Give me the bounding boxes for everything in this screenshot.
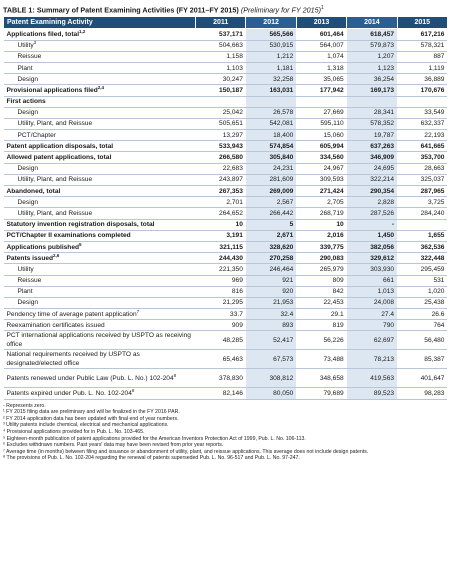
caption-label: TABLE 1:: [3, 5, 35, 15]
table-row: [4, 388, 448, 399]
table-row: [4, 331, 448, 350]
cell-2013: [296, 96, 346, 107]
cell-2011: 266,580: [196, 152, 246, 163]
cell-2014: [347, 96, 397, 107]
cell-2011: 504,663: [196, 40, 246, 51]
row-label: [4, 309, 196, 320]
cell-2014: 346,909: [347, 152, 397, 163]
table-row: [4, 320, 448, 331]
cell-2012: 530,915: [246, 40, 296, 51]
cell-2012: 920: [246, 286, 296, 297]
row-label: [4, 264, 196, 275]
cell-2011: 21,295: [196, 297, 246, 308]
cell-2014: 618,457: [347, 29, 397, 40]
cell-2015: 764: [397, 320, 447, 331]
table-header-row: [4, 17, 448, 29]
row-label-text: Utility, Plant, and Reissue: [17, 209, 93, 217]
cell-2014: 36,254: [347, 74, 397, 85]
cell-2014: 2,828: [347, 197, 397, 208]
cell-2013: 819: [296, 320, 346, 331]
table-row: [4, 51, 448, 62]
table-row: [4, 29, 448, 40]
cell-2015: 287,965: [397, 186, 447, 197]
cell-2014: 24,695: [347, 163, 397, 174]
row-label-text: Design: [17, 75, 39, 83]
row-label-text: Utility: [17, 42, 34, 50]
header-2012: 2012: [246, 17, 296, 29]
cell-2015: 1,655: [397, 230, 447, 241]
row-label-text: Applications published: [6, 243, 80, 251]
cell-2015: 641,665: [397, 141, 447, 152]
table-row: [4, 85, 448, 96]
row-label-text: Patent application disposals, total: [6, 142, 114, 150]
row-label-text: Reissue: [17, 277, 42, 285]
row-label: [4, 197, 196, 208]
cell-2015: 632,337: [397, 118, 447, 129]
row-label-footnote: 8: [173, 372, 177, 378]
cell-2015: 284,240: [397, 208, 447, 219]
cell-2012: 266,442: [246, 208, 296, 219]
cell-2011: 378,830: [196, 369, 246, 388]
row-label-text: Patents renewed under Public Law (Pub. L. No.) 102-204: [6, 374, 174, 382]
table-row: [4, 62, 448, 73]
table-row: [4, 350, 448, 369]
cell-2013: 35,065: [296, 74, 346, 85]
cell-2013: 177,942: [296, 85, 346, 96]
table-body: [4, 29, 448, 399]
row-label: [4, 241, 196, 252]
header-2011: 2011: [196, 17, 246, 29]
cell-2014: 419,563: [347, 369, 397, 388]
cell-2014: 637,263: [347, 141, 397, 152]
cell-2011: 1,158: [196, 51, 246, 62]
cell-2012: 67,573: [246, 350, 296, 369]
row-label-text: Design: [17, 165, 39, 173]
footnote: ⁷ Average time (in months) between filing and issuance or abandonment of utility, plant, and reissue applications. This average does not include design patents.: [3, 448, 369, 455]
cell-2012: 21,953: [246, 297, 296, 308]
cell-2013: 564,007: [296, 40, 346, 51]
cell-2015: 33,549: [397, 107, 447, 118]
table-row: [4, 241, 448, 252]
row-label-text: Pendency time of average patent application: [6, 310, 137, 318]
table-row: [4, 286, 448, 297]
cell-2014: 329,612: [347, 253, 397, 264]
table-row: [4, 369, 448, 388]
cell-2013: 605,994: [296, 141, 346, 152]
cell-2015: 362,536: [397, 241, 447, 252]
cell-2011: 30,247: [196, 74, 246, 85]
table-row: [4, 275, 448, 286]
row-label-footnote: 1,2: [79, 28, 86, 34]
table-row: [4, 219, 448, 230]
cell-2014: 578,352: [347, 118, 397, 129]
row-label-text: Design: [17, 109, 39, 117]
cell-2015: 325,037: [397, 174, 447, 185]
cell-2012: 574,854: [246, 141, 296, 152]
cell-2013: 290,083: [296, 253, 346, 264]
row-label: [4, 29, 196, 40]
header-2014: 2014: [347, 17, 397, 29]
cell-2013: 56,226: [296, 331, 346, 350]
caption-subtitle: (Preliminary for FY 2015): [240, 5, 321, 15]
row-label-footnote: 8: [131, 387, 135, 393]
table-row: [4, 40, 448, 51]
row-label-text: Statutory invention registration disposals, total: [6, 221, 155, 229]
row-label: [4, 96, 196, 107]
cell-2013: 339,775: [296, 241, 346, 252]
row-label-text: Utility: [17, 265, 34, 273]
row-label-text: Applications filed, total: [6, 30, 80, 38]
table-row: [4, 141, 448, 152]
cell-2011: 22,683: [196, 163, 246, 174]
cell-2013: 334,560: [296, 152, 346, 163]
cell-2015: 578,321: [397, 40, 447, 51]
row-label: [4, 388, 196, 399]
cell-2011: 2,701: [196, 197, 246, 208]
cell-2011: 909: [196, 320, 246, 331]
cell-2014: 62,697: [347, 331, 397, 350]
cell-2013: 22,453: [296, 297, 346, 308]
cell-2012: 52,417: [246, 331, 296, 350]
cell-2012: 565,566: [246, 29, 296, 40]
cell-2015: [397, 96, 447, 107]
cell-2014: 27.4: [347, 309, 397, 320]
cell-2012: 921: [246, 275, 296, 286]
row-label-footnote: 3: [33, 39, 37, 45]
row-label-text: Reissue: [17, 53, 42, 61]
row-label: [4, 275, 196, 286]
cell-2011: [196, 96, 246, 107]
cell-2013: 809: [296, 275, 346, 286]
cell-2014: 169,173: [347, 85, 397, 96]
cell-2015: 322,448: [397, 253, 447, 264]
cell-2015: 170,676: [397, 85, 447, 96]
row-label: [4, 208, 196, 219]
row-label: [4, 186, 196, 197]
cell-2013: 1,074: [296, 51, 346, 62]
row-label: [4, 118, 196, 129]
cell-2012: 5: [246, 219, 296, 230]
table-row: [4, 174, 448, 185]
cell-2012: 163,031: [246, 85, 296, 96]
cell-2012: [246, 96, 296, 107]
cell-2015: 22,193: [397, 130, 447, 141]
cell-2014: 24,008: [347, 297, 397, 308]
table-row: [4, 264, 448, 275]
header-2013: 2013: [296, 17, 346, 29]
cell-2014: 89,523: [347, 388, 397, 399]
cell-2012: 542,081: [246, 118, 296, 129]
cell-2012: 2,567: [246, 197, 296, 208]
row-label: [4, 51, 196, 62]
cell-2011: 48,285: [196, 331, 246, 350]
cell-2011: 150,187: [196, 85, 246, 96]
cell-2013: 2,016: [296, 230, 346, 241]
cell-2015: 3,725: [397, 197, 447, 208]
cell-2011: 10: [196, 219, 246, 230]
cell-2014: 303,930: [347, 264, 397, 275]
cell-2011: 1,103: [196, 62, 246, 73]
cell-2015: 617,216: [397, 29, 447, 40]
row-label-text: National requirements received by USPTO as designated/elected office: [6, 351, 140, 368]
cell-2011: 267,353: [196, 186, 246, 197]
row-label: [4, 40, 196, 51]
table-row: [4, 197, 448, 208]
footnotes: [3, 403, 447, 462]
row-label: [4, 219, 196, 230]
header-activity: Patent Examining Activity: [4, 17, 196, 29]
cell-2012: 269,009: [246, 186, 296, 197]
cell-2012: 80,050: [246, 388, 296, 399]
cell-2012: 305,840: [246, 152, 296, 163]
cell-2014: 287,526: [347, 208, 397, 219]
row-label-text: Reexamination certificates issued: [6, 321, 105, 329]
cell-2015: 887: [397, 51, 447, 62]
row-label-text: Utility, Plant, and Reissue: [17, 176, 93, 184]
cell-2011: 533,943: [196, 141, 246, 152]
cell-2015: 1,020: [397, 286, 447, 297]
row-label: [4, 74, 196, 85]
cell-2015: 531: [397, 275, 447, 286]
row-label: [4, 141, 196, 152]
header-2015: 2015: [397, 17, 447, 29]
cell-2011: 505,651: [196, 118, 246, 129]
row-label-text: Patents expired under Pub. L. No. 102-204: [6, 390, 132, 398]
cell-2015: 85,387: [397, 350, 447, 369]
footnote: ² FY 2014 application data has been updated with final end of year numbers.: [3, 415, 179, 422]
cell-2013: 29.1: [296, 309, 346, 320]
cell-2015: 401,647: [397, 369, 447, 388]
cell-2011: 244,430: [196, 253, 246, 264]
row-label: [4, 230, 196, 241]
cell-2013: 601,464: [296, 29, 346, 40]
row-label-text: Design: [17, 299, 39, 307]
cell-2013: 15,060: [296, 130, 346, 141]
row-label: [4, 297, 196, 308]
table-caption: [3, 4, 447, 14]
cell-2012: 24,231: [246, 163, 296, 174]
cell-2012: 32.4: [246, 309, 296, 320]
cell-2013: 309,593: [296, 174, 346, 185]
footnote: ⁸ The provisions of Pub. L. No. 102-204 regarding the renewal of patents superseded Pub. L. No. 96-517 and Pub. L. No. 97-247.: [3, 455, 300, 462]
cell-2014: 382,056: [347, 241, 397, 252]
cell-2015: 1,119: [397, 62, 447, 73]
table-row: [4, 208, 448, 219]
cell-2013: 10: [296, 219, 346, 230]
cell-2011: 221,350: [196, 264, 246, 275]
row-label-text: Plant: [17, 64, 33, 72]
cell-2013: 1,318: [296, 62, 346, 73]
cell-2011: 243,897: [196, 174, 246, 185]
cell-2012: 893: [246, 320, 296, 331]
table-row: [4, 107, 448, 118]
cell-2011: 25,042: [196, 107, 246, 118]
row-label: [4, 62, 196, 73]
footnote: - Represents zero.: [3, 402, 46, 409]
row-label-text: Provisional applications filed: [6, 86, 98, 94]
cell-2015: 28,663: [397, 163, 447, 174]
cell-2015: [397, 219, 447, 230]
cell-2013: 79,689: [296, 388, 346, 399]
cell-2011: 264,652: [196, 208, 246, 219]
cell-2011: 13,297: [196, 130, 246, 141]
cell-2012: 1,181: [246, 62, 296, 73]
row-label-footnote: 5: [79, 241, 82, 247]
row-label-footnote: 7: [136, 308, 140, 314]
cell-2013: 271,424: [296, 186, 346, 197]
table-row: [4, 309, 448, 320]
row-label-text: First actions: [6, 98, 46, 106]
table-row: [4, 230, 448, 241]
cell-2013: 348,658: [296, 369, 346, 388]
row-label-footnote: 2,6: [53, 252, 60, 258]
row-label-text: Utility, Plant, and Reissue: [17, 120, 93, 128]
cell-2015: 98,283: [397, 388, 447, 399]
cell-2011: 321,115: [196, 241, 246, 252]
row-label: [4, 85, 196, 96]
cell-2013: 73,488: [296, 350, 346, 369]
cell-2014: 28,341: [347, 107, 397, 118]
table-row: [4, 152, 448, 163]
cell-2015: 353,700: [397, 152, 447, 163]
cell-2011: 33.7: [196, 309, 246, 320]
row-label-text: PCT/Chapter: [17, 131, 56, 139]
row-label: [4, 331, 196, 350]
cell-2015: 26.6: [397, 309, 447, 320]
cell-2012: 1,212: [246, 51, 296, 62]
row-label: [4, 286, 196, 297]
patent-activity-table: [3, 16, 448, 399]
row-label: [4, 350, 196, 369]
footnote: ⁴ Provisional applications provided for in Pub. L. No. 103-465.: [3, 429, 145, 436]
cell-2014: 579,873: [347, 40, 397, 51]
cell-2012: 2,671: [246, 230, 296, 241]
cell-2014: 290,354: [347, 186, 397, 197]
row-label-text: Design: [17, 198, 39, 206]
cell-2012: 18,400: [246, 130, 296, 141]
table-row: [4, 96, 448, 107]
row-label-footnote: 2,4: [97, 84, 104, 90]
cell-2013: 2,705: [296, 197, 346, 208]
caption-title: Summary of Patent Examining Activities (FY 2011–FY 2015): [36, 5, 239, 15]
row-label-text: PCT/Chapter II examinations completed: [6, 232, 131, 240]
table-row: [4, 130, 448, 141]
row-label: [4, 130, 196, 141]
footnote: ⁶ Excludes withdrawn numbers. Past years' data may have been revised from prior year reports.: [3, 442, 224, 449]
cell-2015: 295,459: [397, 264, 447, 275]
table-row: [4, 74, 448, 85]
cell-2014: 1,123: [347, 62, 397, 73]
cell-2014: 661: [347, 275, 397, 286]
cell-2012: 281,609: [246, 174, 296, 185]
row-label-text: Abandoned, total: [6, 187, 61, 195]
cell-2012: 246,464: [246, 264, 296, 275]
cell-2012: 328,620: [246, 241, 296, 252]
cell-2014: -: [347, 219, 397, 230]
row-label-text: Patents issued: [6, 254, 54, 262]
cell-2014: 790: [347, 320, 397, 331]
cell-2013: 27,669: [296, 107, 346, 118]
cell-2013: 265,979: [296, 264, 346, 275]
row-label: [4, 107, 196, 118]
cell-2011: 65,463: [196, 350, 246, 369]
cell-2011: 3,191: [196, 230, 246, 241]
table-row: [4, 163, 448, 174]
cell-2011: 82,146: [196, 388, 246, 399]
caption-subtitle-sup: 1: [320, 5, 324, 11]
footnote: ⁵ Eighteen-month publication of patent applications provided for the American Inventors Protection Act of 1999, Pub. L. No. 106-113.: [3, 435, 306, 442]
cell-2014: 1,013: [347, 286, 397, 297]
row-label: [4, 369, 196, 388]
cell-2013: 595,110: [296, 118, 346, 129]
cell-2014: 19,787: [347, 130, 397, 141]
footnote: ³ Utility patents include chemical, electrical and mechanical applications.: [3, 422, 169, 429]
cell-2012: 308,812: [246, 369, 296, 388]
row-label-text: Allowed patent applications, total: [6, 154, 112, 162]
row-label: [4, 152, 196, 163]
cell-2012: 26,578: [246, 107, 296, 118]
cell-2015: 56,480: [397, 331, 447, 350]
cell-2014: 1,450: [347, 230, 397, 241]
table-row: [4, 118, 448, 129]
table-row: [4, 186, 448, 197]
cell-2014: 322,214: [347, 174, 397, 185]
cell-2013: 842: [296, 286, 346, 297]
cell-2011: 969: [196, 275, 246, 286]
row-label: [4, 253, 196, 264]
cell-2012: 270,258: [246, 253, 296, 264]
cell-2015: 25,438: [397, 297, 447, 308]
cell-2011: 816: [196, 286, 246, 297]
row-label: [4, 163, 196, 174]
row-label: [4, 320, 196, 331]
row-label-text: Plant: [17, 288, 33, 296]
cell-2015: 36,889: [397, 74, 447, 85]
cell-2012: 32,258: [246, 74, 296, 85]
cell-2013: 24,967: [296, 163, 346, 174]
cell-2014: 1,207: [347, 51, 397, 62]
row-label: [4, 174, 196, 185]
cell-2011: 537,171: [196, 29, 246, 40]
cell-2014: 78,213: [347, 350, 397, 369]
table-row: [4, 297, 448, 308]
footnote: ¹ FY 2015 filing data are preliminary and will be finalized in the FY 2016 PAR.: [3, 409, 180, 416]
table-row: [4, 253, 448, 264]
row-label-text: PCT international applications received by USPTO as receiving office: [6, 332, 191, 349]
cell-2013: 268,719: [296, 208, 346, 219]
